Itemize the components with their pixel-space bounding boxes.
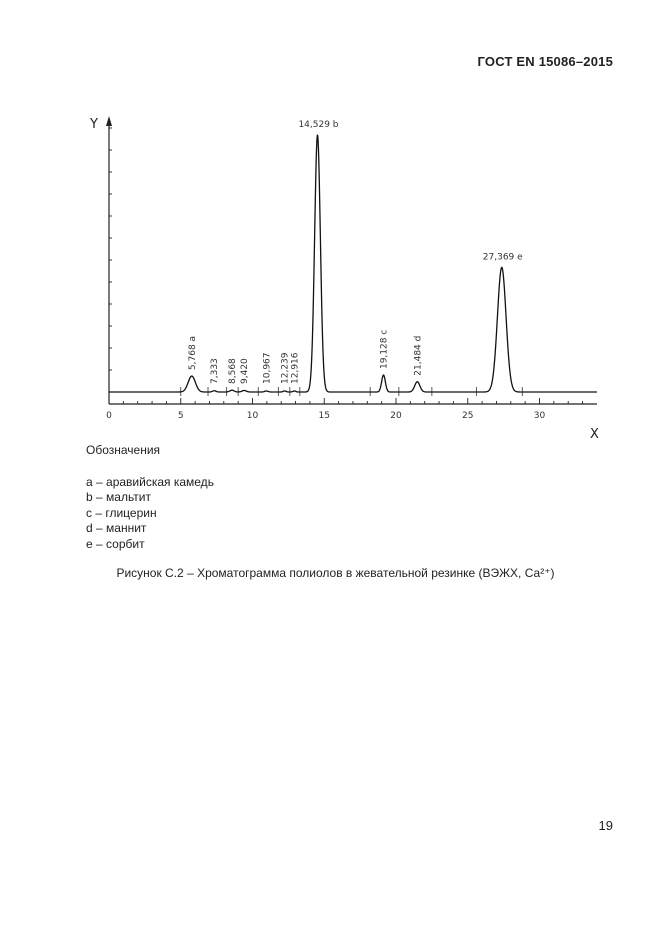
y-axis-arrow	[106, 116, 112, 126]
peak-label: 19,128 c	[379, 329, 390, 370]
peak-label: 7,333	[210, 358, 221, 384]
x-tick-label: 25	[462, 411, 474, 421]
y-axis-label: Y	[90, 117, 98, 132]
peak-label: 8,568	[227, 358, 238, 384]
x-tick-label: 30	[533, 411, 546, 421]
chart-axes	[106, 116, 597, 404]
peak-labels	[188, 120, 523, 384]
legend-item: a – аравийская камедь	[86, 474, 214, 489]
legend-item: d – маннит	[86, 521, 147, 535]
x-axis-label: X	[590, 427, 599, 440]
peak-label: 21,484 d	[413, 335, 424, 376]
page-number: 19	[598, 818, 613, 833]
chromatogram-trace	[109, 135, 597, 392]
legend	[86, 443, 214, 552]
document-header: ГОСТ EN 15086–2015	[477, 54, 613, 69]
x-tick-label: 15	[318, 411, 330, 421]
legend-item: b – мальтит	[86, 490, 151, 504]
legend-title: Обозначения	[86, 443, 161, 457]
peak-label: 5,768 a	[187, 335, 198, 371]
x-tick-label: 20	[390, 411, 402, 421]
legend-item: c – глицерин	[86, 505, 157, 520]
peak-label: 12,916	[290, 352, 301, 384]
x-tick-label: 5	[177, 411, 184, 421]
legend-item: e – сорбит	[86, 536, 145, 551]
figure-caption: Рисунок С.2 – Хроматограмма полиолов в жевательной резинке (ВЭЖХ, Са²⁺)	[116, 566, 555, 580]
chromatogram-chart	[0, 0, 661, 440]
x-tick-label: 0	[106, 411, 112, 421]
peak-label: 27,369 e	[482, 252, 523, 263]
peak-label: 12,239	[280, 352, 291, 384]
peak-label: 10,967	[262, 352, 273, 384]
peak-label: 9,420	[240, 358, 251, 384]
peak-label: 14,529 b	[298, 120, 339, 130]
x-tick-label: 10	[246, 411, 259, 421]
